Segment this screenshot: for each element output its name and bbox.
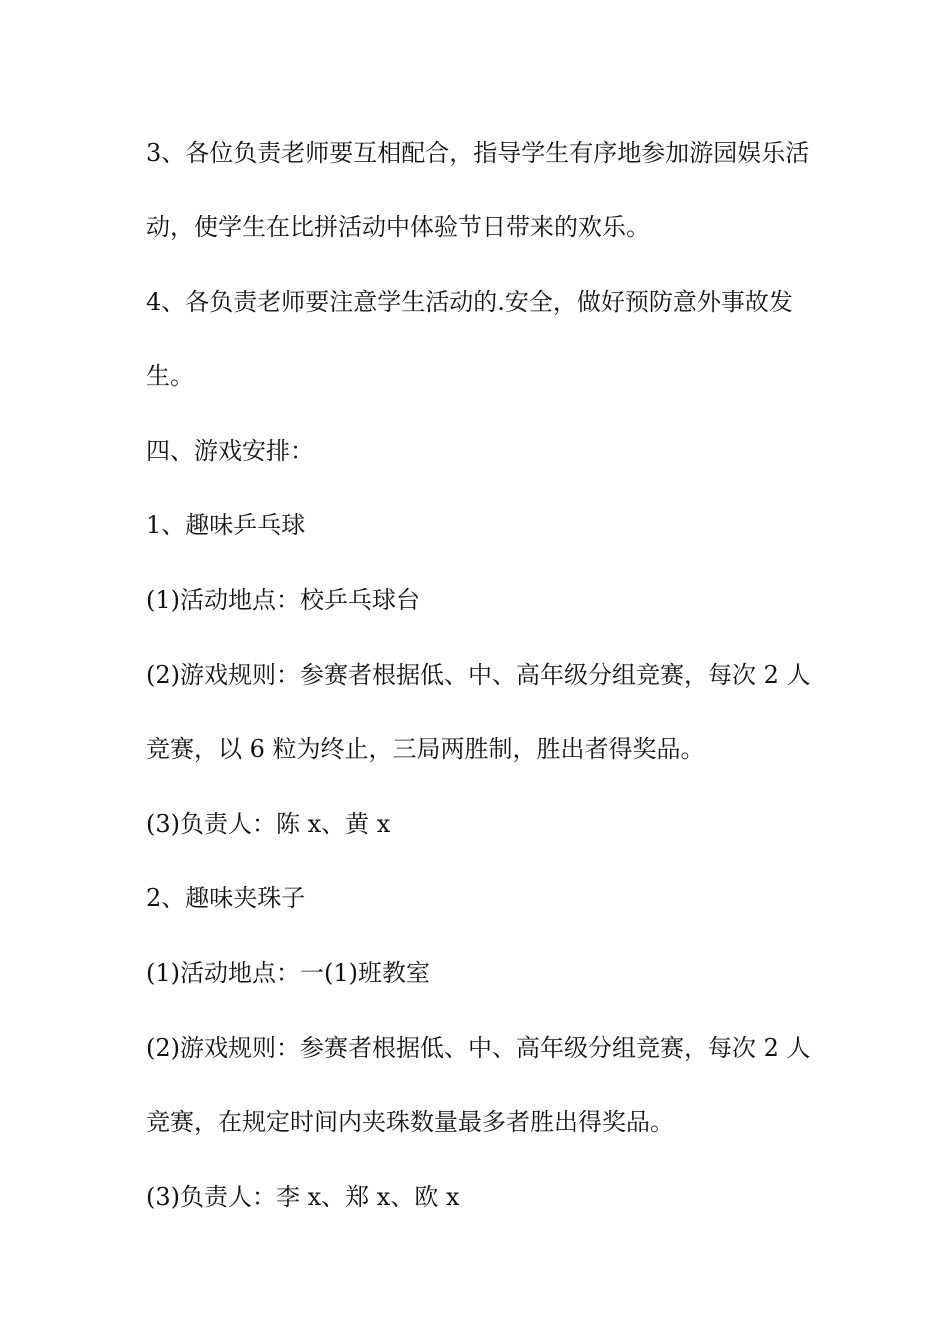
game-2-rules-line-1: (2)游戏规则：参赛者根据低、中、高年级分组竞赛，每次 2 人	[146, 1034, 811, 1062]
game-1-rules-line-2: 竞赛，以 6 粒为终止，三局两胜制，胜出者得奖品。	[146, 735, 705, 763]
game-2-rules-line-2: 竞赛，在规定时间内夹珠数量最多者胜出得奖品。	[146, 1108, 674, 1136]
game-1-location: (1)活动地点：校乒乓球台	[146, 586, 420, 614]
game-1-title: 1、趣味乒乓球	[146, 511, 306, 539]
paragraph-3-line-1: 3、各位负责老师要互相配合，指导学生有序地参加游园娱乐活	[146, 139, 810, 167]
game-1-person-in-charge: (3)负责人：陈 x、黄 x	[146, 810, 391, 838]
game-1-rules-line-1: (2)游戏规则：参赛者根据低、中、高年级分组竞赛，每次 2 人	[146, 661, 811, 689]
paragraph-4-line-1: 4、各负责老师要注意学生活动的.安全，做好预防意外事故发	[146, 288, 793, 316]
paragraph-3-line-2: 动，使学生在比拼活动中体验节日带来的欢乐。	[146, 213, 650, 241]
game-2-title: 2、趣味夹珠子	[146, 884, 306, 912]
game-2-person-in-charge: (3)负责人：李 x、郑 x、欧 x	[146, 1183, 460, 1211]
game-2-location: (1)活动地点：一(1)班教室	[146, 959, 430, 987]
section-heading-game-arrangement: 四、游戏安排：	[146, 437, 314, 465]
paragraph-4-line-2: 生。	[146, 362, 194, 390]
